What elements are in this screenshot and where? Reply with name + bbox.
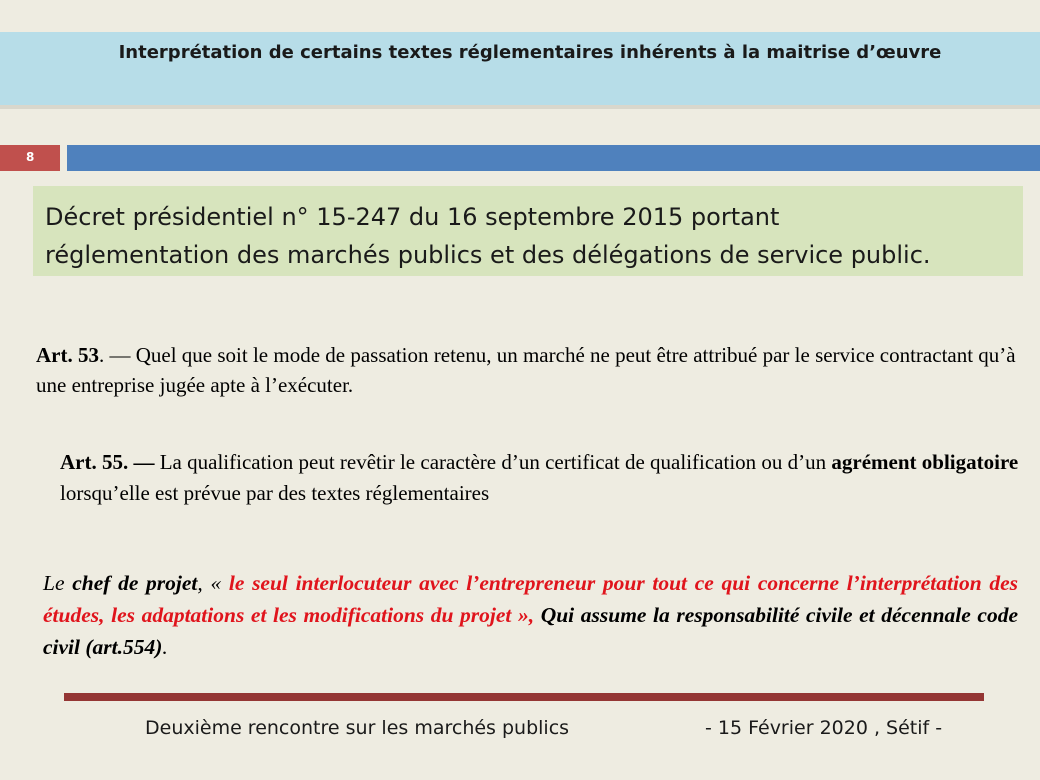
chef-term: chef de projet — [72, 571, 198, 595]
slide-number: 8 — [26, 150, 35, 164]
chef-end: . — [162, 635, 168, 659]
chef-quote: le seul interlocuteur avec l’entrepreneur pour tout ce qui concerne l’interprétation des études, les adaptations et les modifications du projet », — [43, 571, 1019, 627]
footer-event: Deuxième rencontre sur les marchés publics — [145, 717, 570, 739]
decree-line-2: réglementation des marchés publics et des délégations de service public. — [45, 241, 931, 269]
article-55-label: Art. 55. — — [60, 450, 155, 474]
article-53-label: Art. 53 — [36, 343, 99, 367]
decree-title-box — [33, 186, 1023, 276]
chef-de-projet-paragraph — [43, 567, 1018, 663]
decree-line-1: Décret présidentiel n° 15-247 du 16 septembre 2015 portant — [45, 203, 780, 231]
footer-date: - 15 Février 2020 , Sétif - — [705, 717, 943, 739]
article-53 — [36, 340, 1016, 400]
article-55 — [60, 447, 1025, 509]
article-55-text-1: La qualification peut revêtir le caractère d’un certificat de qualification ou d’un — [154, 450, 832, 474]
slide-header-title: Interprétation de certains textes réglementaires inhérents à la maitrise d’œuvre — [118, 42, 942, 63]
article-53-text: . — Quel que soit le mode de passation retenu, un marché ne peut être attribué par le service contractant qu’à une entreprise jugée apte à l’exécuter. — [36, 343, 1016, 397]
header-divider — [0, 105, 1040, 109]
footer-divider — [64, 693, 984, 701]
chef-tail: Qui assume la responsabilité civile et décennale code civil (art.554) — [43, 603, 1018, 659]
chef-separator: , « — [197, 571, 229, 595]
article-55-bold-term: agrément obligatoire — [831, 450, 1019, 474]
chef-prefix: Le — [43, 571, 73, 595]
article-55-text-2: lorsqu’elle est prévue par des textes réglementaires — [60, 481, 490, 505]
title-accent-bar — [67, 145, 1040, 171]
decree-title — [45, 198, 1013, 274]
